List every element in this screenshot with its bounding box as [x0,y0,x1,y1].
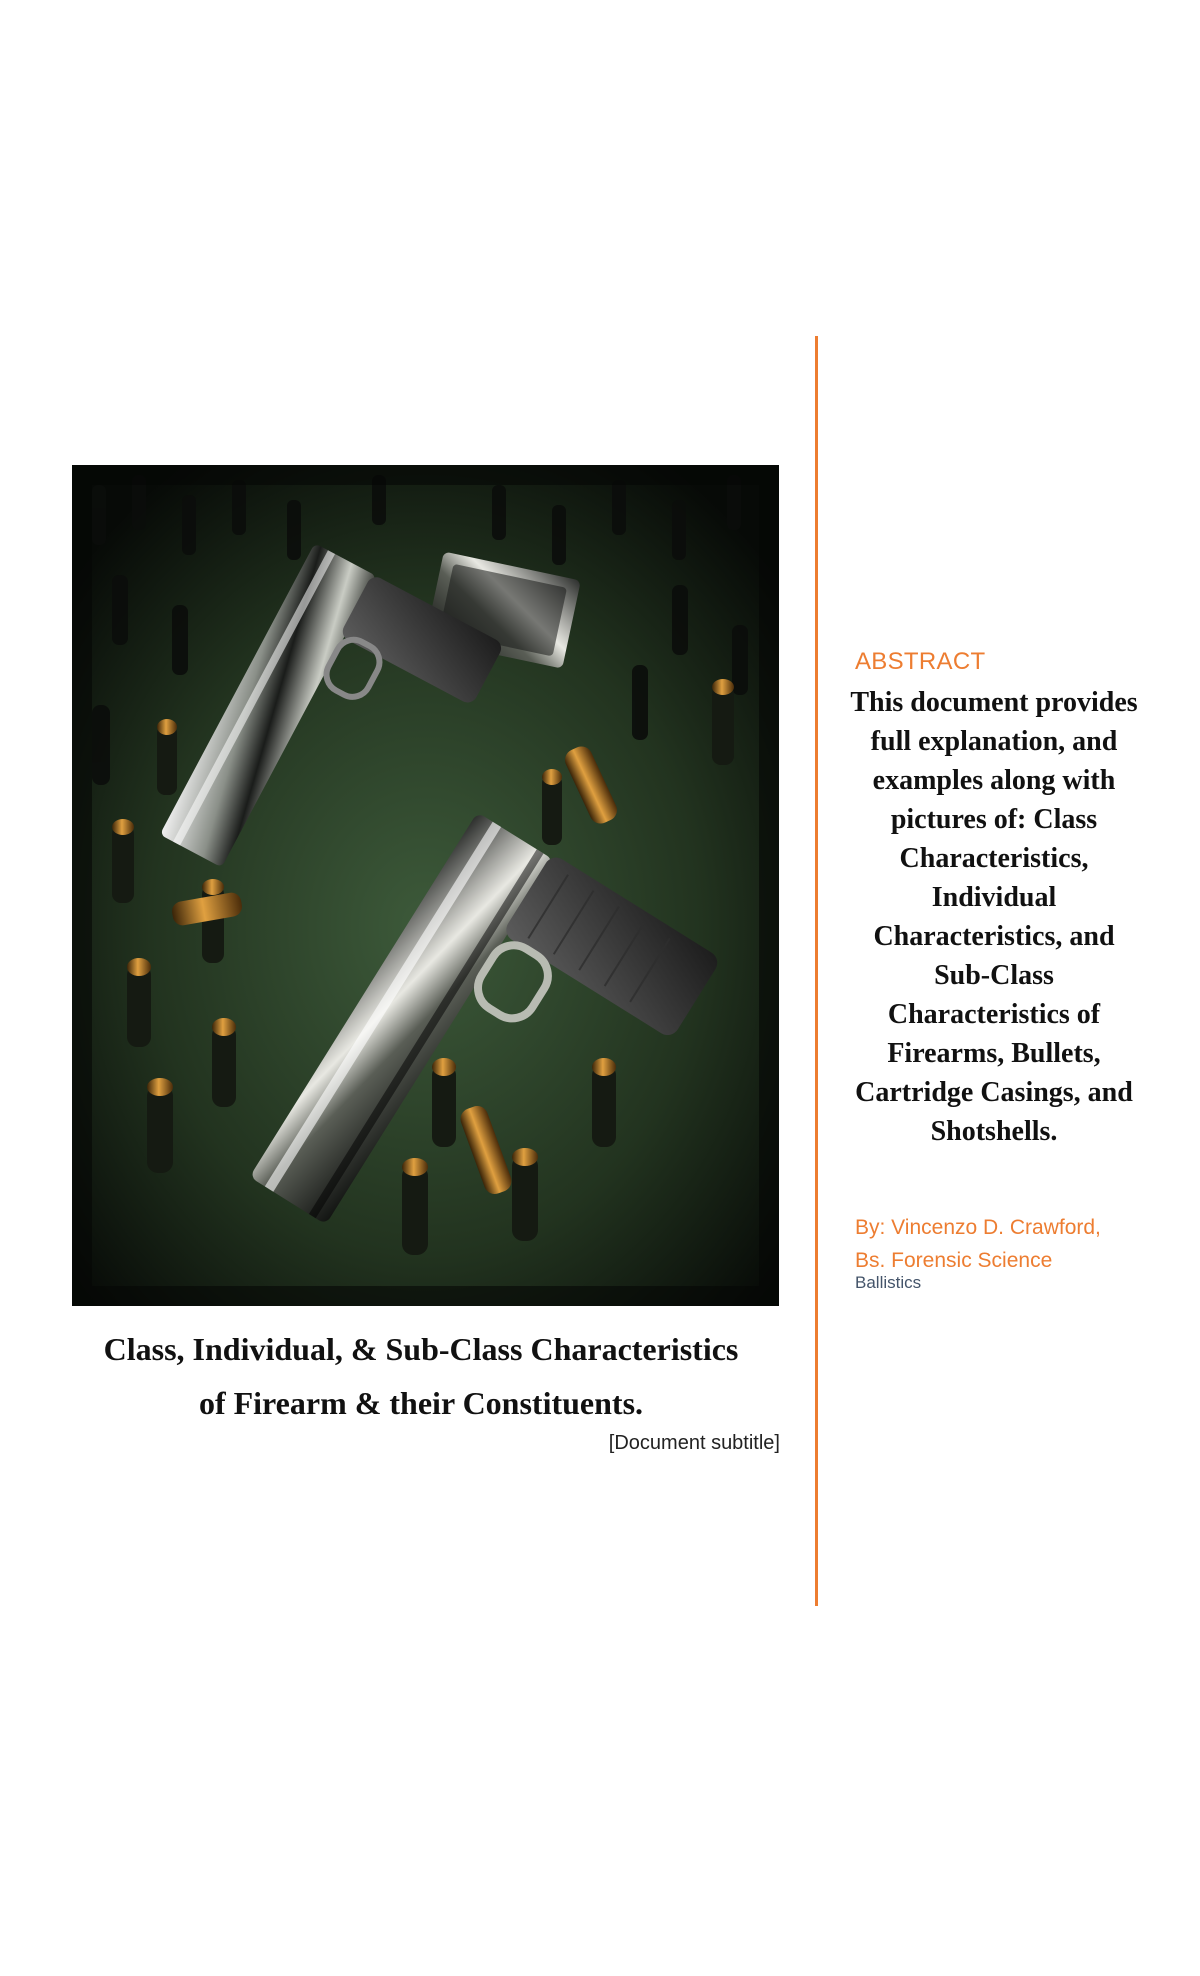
author-name: By: Vincenzo D. Crawford, [855,1216,1101,1239]
document-title [60,1322,782,1430]
title-line-2: of Firearm & their Constituents. [198,1385,644,1421]
document-subtitle[interactable]: [Document subtitle] [608,1432,780,1454]
course-label: Ballistics [855,1273,922,1292]
pistols-illustration [72,465,779,1306]
author-block [855,1211,1155,1277]
abstract-heading: ABSTRACT [855,648,986,675]
author-degree: Bs. Forensic Science [855,1249,1053,1272]
vertical-divider [815,336,818,1606]
title-line-1: Class, Individual, & Sub-Class Characteristics [103,1331,739,1367]
cover-photo [72,465,779,1306]
abstract-body: This document provides full explanation, and examples along with pictures of: Class Characteristics, Individual Characteristics, and Sub-Class Characteristics of Firearms, Bullets, Cartridge Casings, and Shotshells. [850,687,1138,1147]
